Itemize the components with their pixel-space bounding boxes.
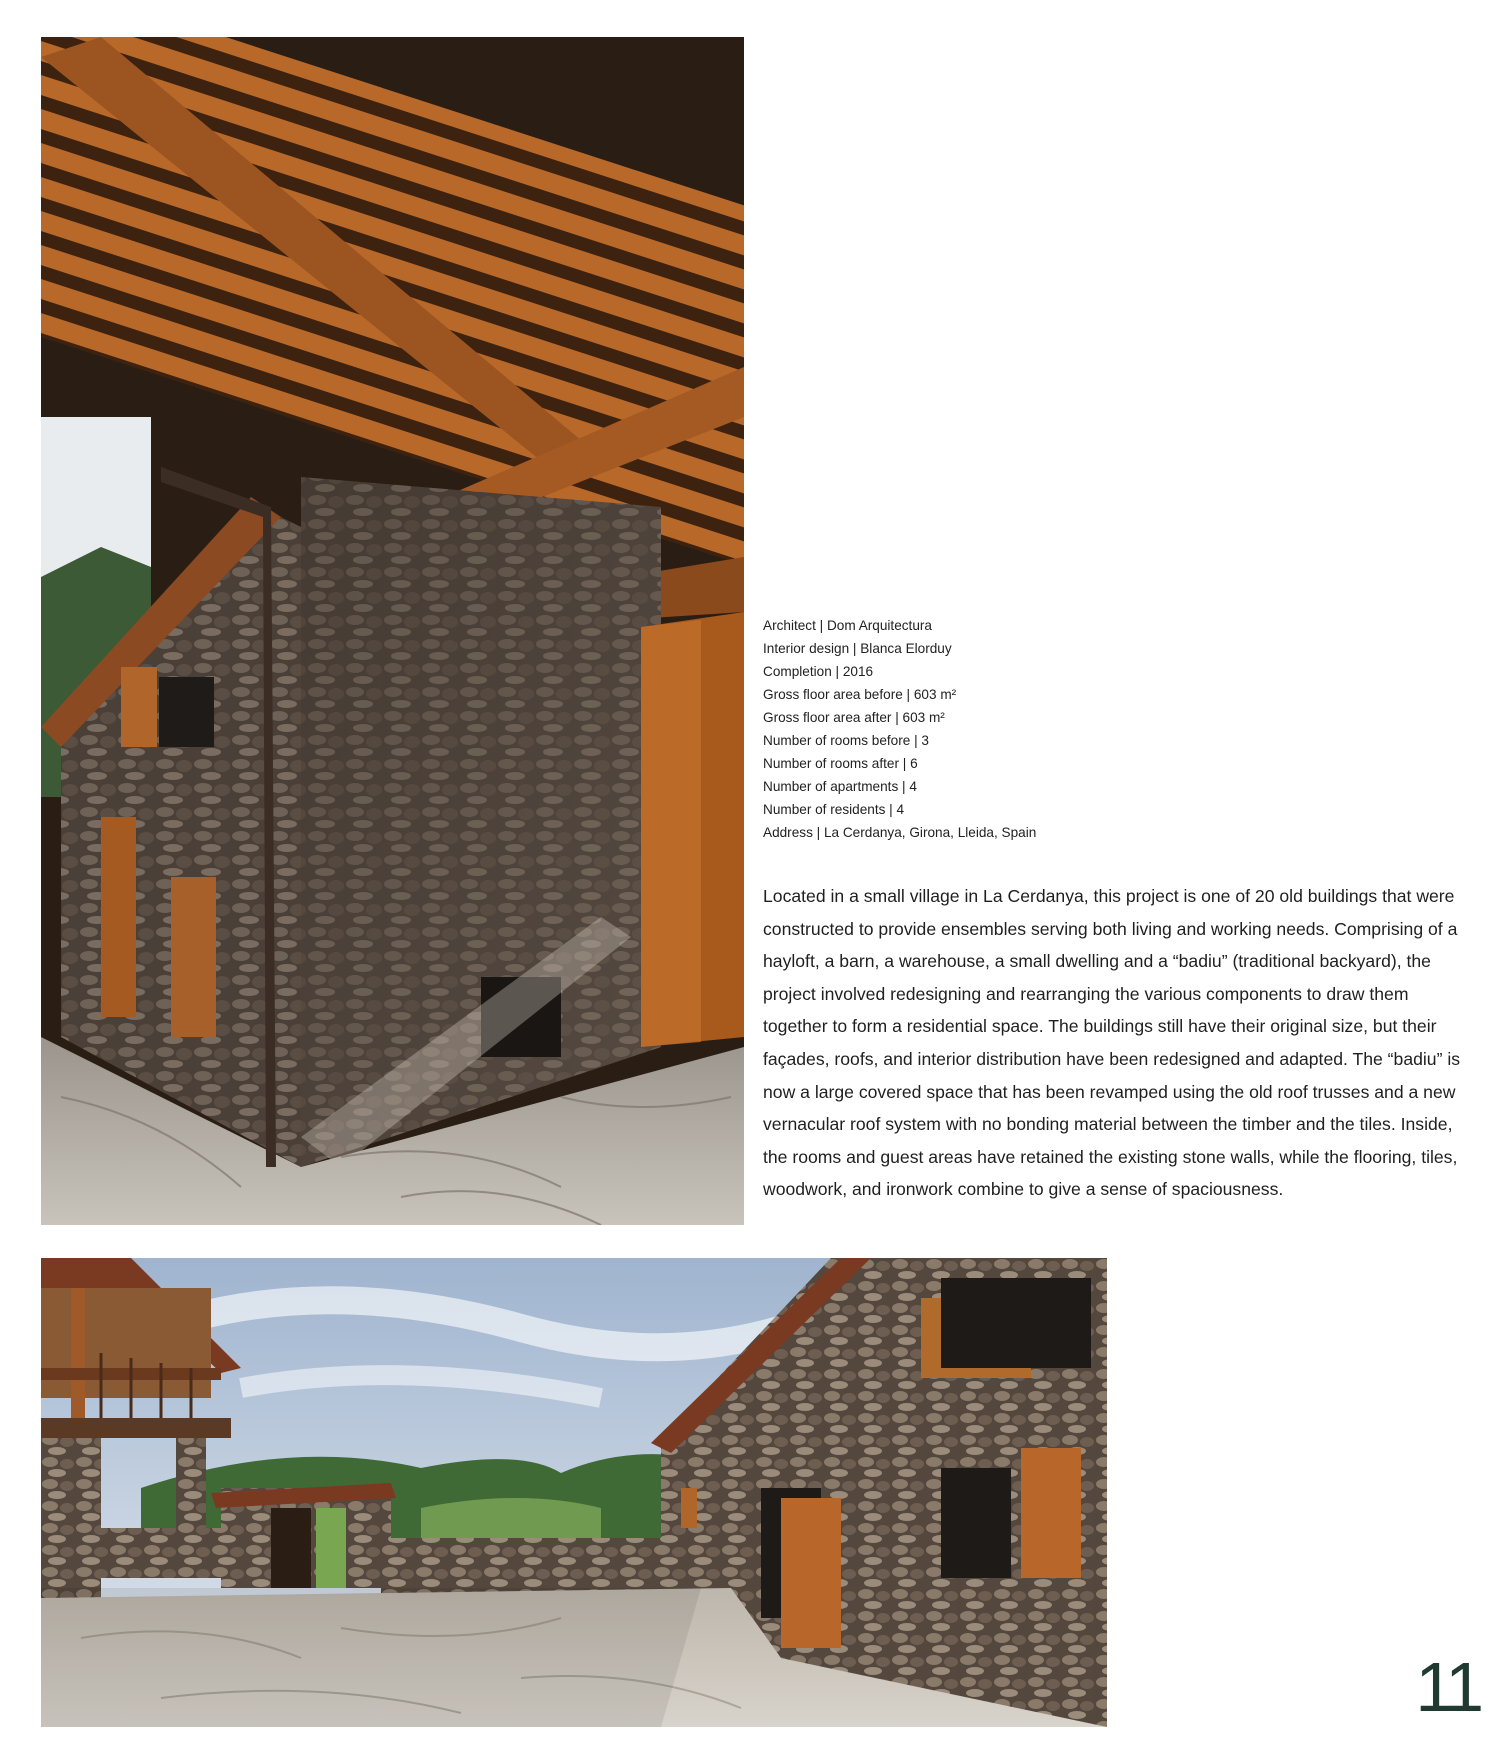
spec-completion: Completion | 2016 (763, 664, 874, 679)
spec-architect: Architect | Dom Arquitectura (763, 618, 932, 633)
spec-address: Address | La Cerdanya, Girona, Lleida, Spain (763, 825, 1037, 840)
spec-interior-design: Interior design | Blanca Elorduy (763, 641, 952, 656)
project-specs (763, 614, 1243, 844)
spec-residents: Number of residents | 4 (763, 802, 905, 817)
description-paragraph: Located in a small village in La Cerdanya, this project is one of 20 old buildings that were constructed to provide ensembles serving both living and working needs. Comprising of a hayloft, a barn, a warehouse, a small dwelling and a “badiu” (traditional backyard), the project involved redesigning and rearranging the various components to draw them together to form a residential space. The buildings still have their original size, but their façades, roofs, and interior distribution have been redesigned and adapted. The “badiu” is now a large covered space that has been revamped using the old roof trusses and a new vernacular roof system with no bonding material between the timber and the tiles. Inside, the rooms and guest areas have retained the existing stone walls, while the flooring, tiles, woodwork, and ironwork combine to give a sense of spaciousness. (763, 886, 1461, 1200)
spec-rooms-after: Number of rooms after | 6 (763, 756, 918, 771)
project-description (763, 880, 1469, 1206)
photo-covered-badiu-image (41, 37, 744, 1225)
photo-covered-badiu (41, 37, 744, 1225)
photo-courtyard-image (41, 1258, 1107, 1727)
page-number: 11 (1415, 1648, 1480, 1726)
spec-gross-floor-area-after: Gross floor area after | 603 m² (763, 710, 945, 725)
spec-apartments: Number of apartments | 4 (763, 779, 917, 794)
photo-courtyard (41, 1258, 1107, 1727)
spec-gross-floor-area-before: Gross floor area before | 603 m² (763, 687, 957, 702)
spec-rooms-before: Number of rooms before | 3 (763, 733, 929, 748)
